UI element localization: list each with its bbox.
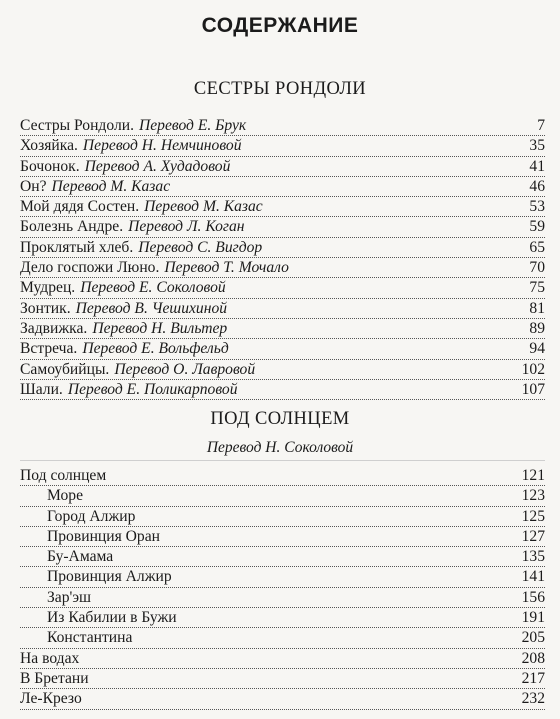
toc-entry-text <box>20 197 263 216</box>
entry-title: Он? <box>20 177 47 195</box>
toc-entry <box>20 466 545 486</box>
toc-entry-text <box>47 507 135 526</box>
divider <box>20 460 545 461</box>
entry-title: Море <box>47 487 83 505</box>
entry-page-number: 65 <box>529 238 545 256</box>
section2-title: ПОД СОЛНЦЕМ <box>210 409 350 429</box>
toc-entry-text <box>47 567 172 586</box>
toc-entry-text <box>20 319 227 338</box>
entry-page-number: 156 <box>521 588 545 606</box>
entry-title: Болезнь Андре. <box>20 218 124 236</box>
entry-title: Ле-Крезо <box>20 690 82 708</box>
entry-page-number: 191 <box>521 609 545 627</box>
toc-entry-text <box>47 547 113 566</box>
toc-entry-text <box>47 628 132 647</box>
toc-entry-text <box>20 238 262 257</box>
entry-page-number: 53 <box>529 198 545 216</box>
entry-title: В Бретани <box>20 669 89 687</box>
entry-page-number: 107 <box>521 380 545 398</box>
toc-entry <box>20 669 545 689</box>
toc-entry <box>20 689 545 709</box>
page-title: СОДЕРЖАНИЕ <box>201 14 359 37</box>
toc-entry-text <box>20 299 227 318</box>
entry-title: Проклятый хлеб. <box>20 238 134 256</box>
toc-entry <box>20 258 545 278</box>
toc-entry-text <box>20 278 226 297</box>
toc-entry-text <box>20 136 242 155</box>
entry-title: Встреча. <box>20 340 78 358</box>
toc-entry <box>20 486 545 506</box>
entry-page-number: 208 <box>521 649 545 667</box>
entry-title: Самоубийцы. <box>20 360 110 378</box>
entry-translator: Перевод Е. Брук <box>138 117 247 134</box>
toc-entry-text <box>20 669 89 688</box>
entry-page-number: 94 <box>529 340 545 358</box>
entry-page-number: 102 <box>521 360 545 378</box>
entry-translator: Перевод Е. Поликарповой <box>67 380 238 398</box>
toc-entry <box>20 380 545 400</box>
toc-entry <box>20 278 545 298</box>
toc-entry <box>20 116 545 136</box>
entry-page-number: 125 <box>521 507 545 525</box>
toc-entry <box>20 628 545 648</box>
entry-title: Задвижка. <box>20 319 88 337</box>
toc-entry-text <box>20 258 289 277</box>
entry-title: Шали. <box>20 380 63 398</box>
section2-subtitle: Перевод Н. Соколовой <box>206 439 354 456</box>
entry-page-number: 81 <box>529 299 545 317</box>
entry-page-number: 46 <box>529 177 545 195</box>
entry-page-number: 217 <box>521 669 545 687</box>
entry-page-number: 135 <box>521 548 545 566</box>
entry-page-number: 205 <box>521 629 545 647</box>
entry-page-number: 121 <box>521 467 545 484</box>
entry-title: Мой дядя Состен. <box>20 198 140 216</box>
toc-entry <box>20 588 545 608</box>
toc-entry <box>20 360 545 380</box>
section1-toc <box>20 116 545 400</box>
toc-entry <box>20 217 545 237</box>
entry-translator: Перевод Е. Вольфельд <box>82 340 229 358</box>
toc-entry-text <box>20 177 170 196</box>
entry-page-number: 141 <box>521 568 545 586</box>
toc-entry-text <box>20 466 106 485</box>
entry-title: Зонтик. <box>20 299 71 317</box>
entry-page-number: 7 <box>537 117 545 134</box>
entry-page-number: 232 <box>521 690 545 708</box>
entry-translator: Перевод А. Худадовой <box>84 157 231 175</box>
toc-entry <box>20 527 545 547</box>
entry-title: На водах <box>20 649 80 667</box>
toc-entry-text <box>20 217 245 236</box>
toc-entry <box>20 547 545 567</box>
entry-translator: Перевод Н. Вильтер <box>92 319 228 337</box>
toc-entry <box>20 319 545 339</box>
entry-translator: Перевод М. Казас <box>144 198 263 216</box>
toc-entry <box>20 608 545 628</box>
toc-entry <box>20 299 545 319</box>
toc-entry <box>20 197 545 217</box>
entry-title: Провинция Оран <box>47 527 160 545</box>
entry-title: Провинция Алжир <box>47 568 172 586</box>
section1-title: СЕСТРЫ РОНДОЛИ <box>193 79 367 99</box>
entry-title: Мудрец. <box>20 279 76 297</box>
toc-entry <box>20 567 545 587</box>
entry-page-number: 41 <box>529 157 545 175</box>
entry-title: Бу-Амама <box>47 548 114 566</box>
toc-entry-text <box>20 339 229 358</box>
toc-entry <box>20 157 545 177</box>
entry-translator: Перевод Л. Коган <box>128 218 245 236</box>
entry-translator: Перевод В. Чешихиной <box>75 299 228 317</box>
toc-entry <box>20 177 545 197</box>
entry-title: Зар'эш <box>47 588 92 606</box>
entry-title: Из Кабилии в Бужи <box>47 609 177 627</box>
toc-entry <box>20 507 545 527</box>
entry-translator: Перевод Н. Немчиновой <box>82 137 242 155</box>
toc-entry <box>20 136 545 156</box>
toc-entry-text <box>20 360 255 379</box>
toc-entry-text <box>47 588 91 607</box>
entry-title: Город Алжир <box>47 507 136 525</box>
entry-translator: Перевод Т. Мочало <box>164 259 289 277</box>
entry-title: Бочонок. <box>20 157 80 175</box>
entry-title: Константина <box>47 629 133 647</box>
entry-translator: Перевод М. Казас <box>51 177 171 195</box>
entry-title: Дело госпожи Люно. <box>20 259 160 277</box>
entry-page-number: 59 <box>529 218 545 236</box>
entry-title: Под солнцем <box>20 467 107 484</box>
entry-translator: Перевод С. Вигдор <box>138 238 263 256</box>
entry-translator: Перевод Е. Соколовой <box>80 279 226 297</box>
entry-page-number: 89 <box>529 319 545 337</box>
toc-entry-text <box>47 486 83 505</box>
entry-page-number: 75 <box>529 279 545 297</box>
toc-entry-text <box>20 116 246 135</box>
entry-page-number: 70 <box>529 259 545 277</box>
toc-entry <box>20 339 545 359</box>
entry-page-number: 127 <box>521 527 545 545</box>
toc-entry-text <box>20 649 79 668</box>
entry-title: Сестры Рондоли. <box>20 117 134 134</box>
entry-title: Хозяйка. <box>20 137 78 155</box>
entry-translator: Перевод О. Лавровой <box>114 360 256 378</box>
section2-toc <box>20 466 545 710</box>
toc-entry <box>20 649 545 669</box>
toc-entry-text <box>20 157 230 176</box>
toc-entry <box>20 238 545 258</box>
toc-entry-text <box>20 689 82 708</box>
toc-entry-text <box>20 380 238 399</box>
toc-entry-text <box>47 608 177 627</box>
entry-page-number: 123 <box>521 487 545 505</box>
toc-entry-text <box>47 527 160 546</box>
entry-page-number: 35 <box>529 137 545 155</box>
